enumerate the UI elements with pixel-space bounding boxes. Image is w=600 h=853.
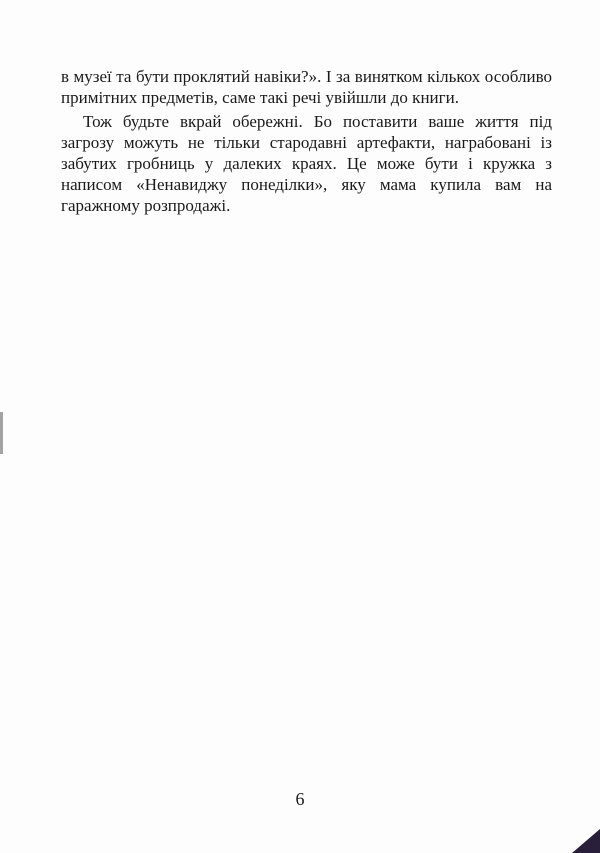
body-text: [61, 66, 552, 216]
page-number: 6: [295, 789, 305, 809]
paragraph-continuation: в музеї та бути проклятий навіки?». І за винятком кількох особливо примітних предметів, саме такі речі увійшли до книги.: [61, 67, 552, 107]
scan-edge-shadow: [0, 412, 3, 454]
page-corner-mark: [572, 829, 600, 853]
paragraph-warning: Тож будьте вкрай обережні. Бо поставити ваше життя під загрозу можуть не тільки стародавні артефакти, награбовані із забутих гробниць у далеких краях. Це може бути і кружка з написом «Ненавиджу понеділки», яку мама купила вам на гаражному розпродажі.: [61, 112, 552, 215]
